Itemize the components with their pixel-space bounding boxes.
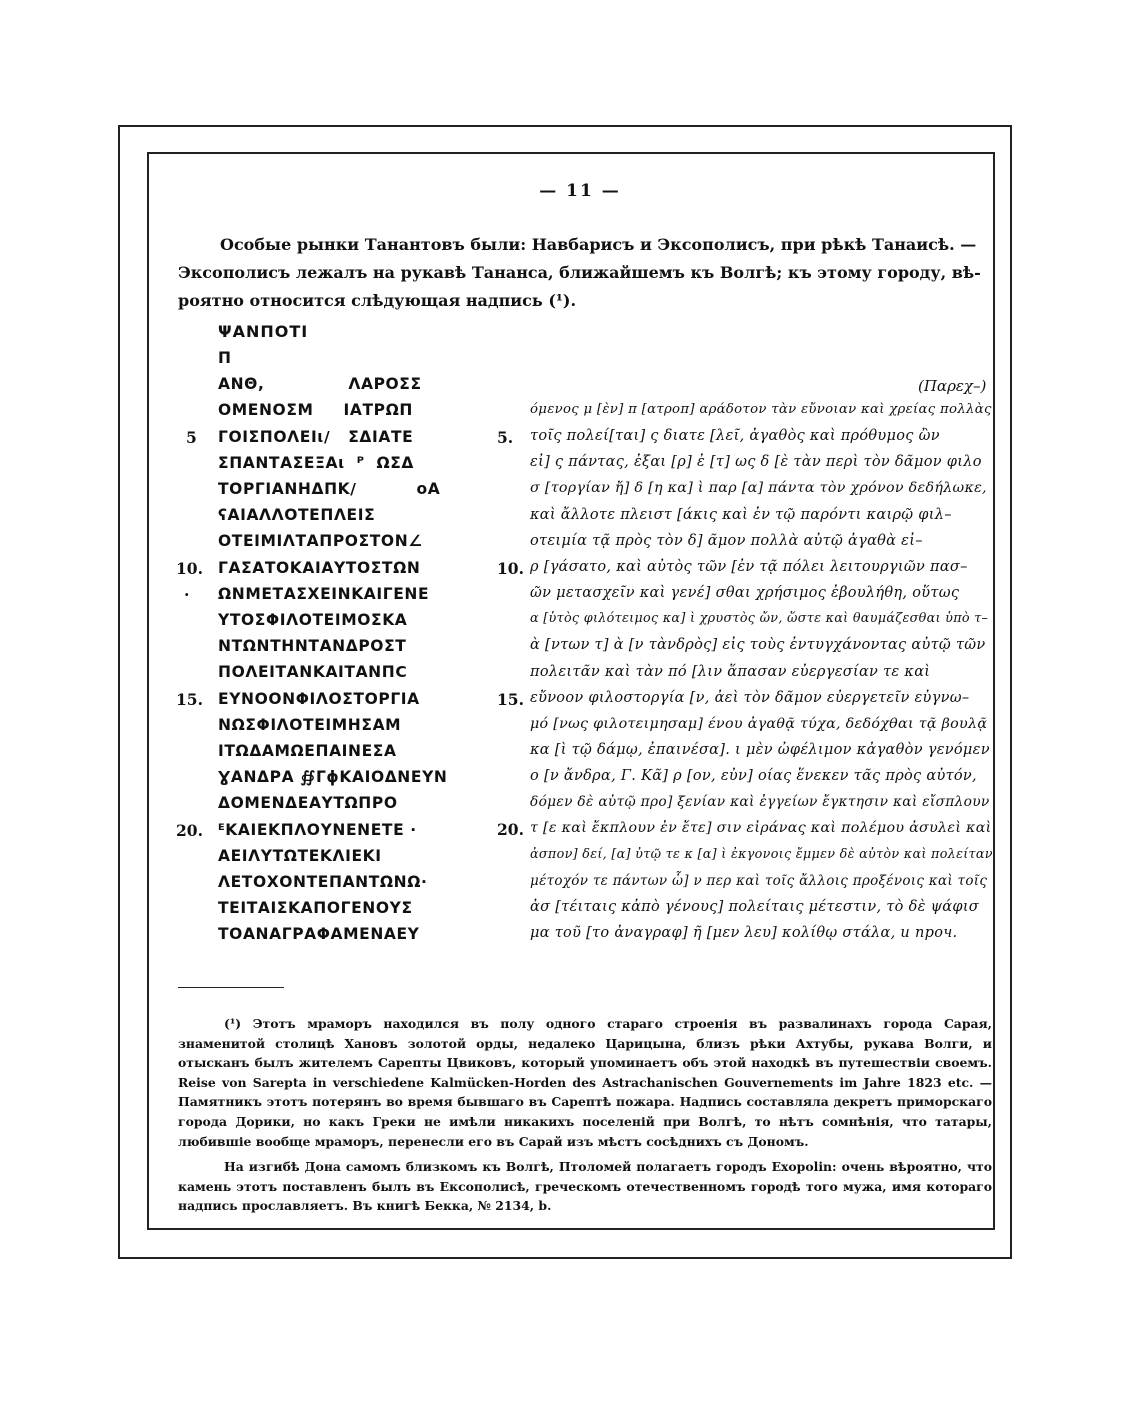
transcription-line: ῶν μετασχεῖν καὶ γενέ] σθαι χρήσιμος ἐβουλήθη, οὕτως (530, 585, 960, 602)
uncial-line: ʕΑΙΑΛΛΟΤΕΠΛΕΙΣ (218, 506, 376, 525)
uncial-line-number: · (184, 584, 190, 604)
transcription-line: ἀσ [τέιταις κἀπὸ γένους] πολείταις μέτεστιν, τὸ δὲ ψάφισ (530, 898, 980, 915)
uncial-line-number: 15. (176, 689, 203, 709)
intro-paragraph (178, 231, 992, 315)
transcription-line: ο [ν ἄνδρα, Γ. Κᾶ] ρ [ον, εὐν] οίας ἕνεκεν τᾶς πρὸς αὐτόν, (530, 768, 977, 785)
intro-line-1: Особые рынки Танантовъ были: Навбарисъ и Эксополисъ, при рѣкѣ Танаисѣ. — (220, 235, 977, 254)
transcription-line: τ [ε καὶ ἔκπλουν ἐν ἔτε] σιν εἰράνας καὶ πολέμου ἀσυλεὶ καὶ (530, 820, 992, 837)
page-number: — 11 — (539, 181, 621, 201)
uncial-line: ΝΩΣΦΙΛΟΤΕΙΜΗΣΑΜ (218, 715, 402, 734)
transcription-line: εὔνοον φιλοστοργία [ν, ἀεὶ τὸν δᾶμον εὐεργετεῖν εὐγνω– (530, 689, 970, 706)
uncial-line: ᴱΚΑΙΕΚΠΛΟΥΝΕΝΕΤΕ · (218, 820, 417, 839)
transcription-line: καὶ ἄλλοτε πλειστ [άκις καὶ ἐν τῷ παρόντι καιρῷ φιλ– (530, 506, 952, 523)
transcription-line: εἰ] ς πάντας, ἐξαι [ρ] ἐ [τ] ως δ [ὲ τὰν περὶ τὸν δᾶμον φιλο (530, 454, 982, 471)
footnotes (178, 1014, 992, 1222)
transcription-line: μα τοῦ [το ἀναγραφ] ῆ [μεν λευ] κολίθῳ στάλα, и проч. (530, 925, 958, 941)
inscription-heading: ΨΑΝΠΟΤΙ (218, 322, 309, 341)
transcription-line: σ [τοργίαν ἤ] δ [η κα] ὶ παρ [α] πάντα τὸν χρόνον δεδήλωκε, (530, 480, 987, 497)
transcription-line: ρ [γάσατο, καὶ αὐτὸς τῶν [ἐν τᾷ πόλει λειτουργιῶν πασ– (530, 558, 968, 575)
intro-line-2: Эксополисъ лежалъ на рукавѣ Тананса, ближайшемъ къ Волгѣ; къ этому городу, вѣ- (178, 263, 981, 282)
transcription-line-number: 5. (497, 428, 514, 448)
transcription-line: μέτοχόν τε πάντων ὧ] ν περ καὶ τοῖς ἄλλοις προξένοις καὶ τοῖς (530, 872, 988, 889)
uncial-line: ΓΟΙΣΠΟΛΕΙι/ ΣΔΙΑΤΕ (218, 427, 414, 446)
transcription-line-number: 20. (497, 820, 524, 840)
uncial-line: ƔΑΝΔΡΑ ∯ΓϕΚΑΙΟΔΝΕΥΝ (218, 768, 448, 787)
uncial-line: ΔΟΜΕΝΔΕΑΥΤΩΠΡΟ (218, 794, 398, 813)
uncial-line-number: 10. (176, 558, 203, 578)
uncial-line: ΙΤΩΔΑΜΩΕΠΑΙΝΕΣΑ (218, 742, 397, 760)
uncial-line: ΕΥΝΟΟΝΦΙΛΟΣΤΟΡΓΙΑ (218, 689, 420, 708)
transcription-line: δόμεν δὲ αὐτῷ προ] ξενίαν καὶ ἐγγείων ἔγκτησιν καὶ εἴσπλουν (530, 794, 990, 811)
transcription-line: α [ὑτὸς φιλότειμος κα] ὶ χρυστὸς ὤν, ὥστε καὶ θαυμάζεσθαι ὑπὸ τ– (530, 611, 989, 627)
uncial-line: ΤΟΑΝΑΓΡΑΦΑΜΕΝΑΕΥ (218, 925, 420, 944)
uncial-line: ΟΜΕΝΟΣΜ ΙΑΤΡΩΠ (218, 401, 413, 420)
uncial-line: ΑΝΘ, ΛΑΡΟΣΣ (218, 375, 422, 394)
footnote-1: (¹) Этотъ мраморъ находился въ полу одного стараго строенія въ развалинахъ города Сарая, знаменитой столицѣ Хановъ золотой орды, недалеко Царицына, близъ рѣки Ахтубы, рукава Волги, и отысканъ былъ жителемъ Сарепты Цвиковъ, который упоминаетъ объ этой находкѣ въ путешествіи своемъ. Reise von Sarepta in verschiedene Kalmücken-Horden des Astrachanischen Gouvernements im Jahre 1823 etc. — Памятникъ этотъ потерянъ во время бывшаго въ Сарептѣ пожара. Надпись составляла декретъ приморскаго города Дорики, но какъ Греки не имѣли никакихъ поселеній при Волгѣ, то нѣтъ сомнѣнія, что татары, любившіе вообще мраморъ, перенесли его въ Сарай изъ мѣстъ сосѣднихъ съ Дономъ. (178, 1016, 992, 1149)
uncial-line: ΓΑΣΑΤΟΚΑΙΑΥΤΟΣΤΩΝ (218, 558, 421, 577)
transcription-line: μό [νως φιλοτειμησαμ] ένου ἀγαθᾷ τύχα, δεδόχθαι τᾷ βουλᾷ (530, 715, 988, 732)
transcription-line: οτειμία τᾷ πρὸς τὸν δ] ᾶμον πολλὰ αὐτῷ ἀγαθὰ εἰ– (530, 532, 923, 549)
transcription-line-number: 10. (497, 558, 524, 578)
transcription-line: τοῖς πολεί[ται] ς διατε [λεῖ, ἀγαθὸς καὶ πρόθυμος ὢν (530, 428, 940, 445)
transcription-line: πολειτᾶν καὶ τὰν πό [λιν ἅπασαν εὐεργεσίαν τε καὶ (530, 663, 931, 680)
uncial-line: ΤΕΙΤΑΙΣΚΑΠΟΓΕΝΟΥΣ (218, 899, 413, 918)
transcription-opening: (Παρεχ–) (918, 377, 987, 395)
uncial-line: Π (218, 349, 232, 367)
uncial-line-number: 5 (186, 427, 197, 447)
footnote-2: На изгибѣ Дона самомъ близкомъ къ Волгѣ, Птоломей полагаетъ городъ Exopolin: очень вѣроятно, что камень этотъ поставленъ былъ въ Ексополисѣ, греческомъ отечественномъ городѣ того мужа, имя котораго надпись прославляетъ. Въ книгѣ Бекка, № 2134, b. (178, 1159, 992, 1214)
transcription-line: κα [ὶ τῷ δάμῳ, ἐπαινέσα]. ι μὲν ὠφέλιμον κἀγαθὸν γενόμεν (530, 741, 990, 758)
transcription-line: ἀσπον] δεί, [α] ὐτῷ τε κ [α] ὶ ἐκγονοις ἔμμεν δὲ αὐτὸν καὶ πολείταν (530, 846, 993, 862)
intro-line-3: роятно относится слѣдующая надпись (¹). (178, 291, 577, 310)
uncial-line: ΠΟΛΕΙΤΑΝΚΑΙΤΑΝΠC (218, 663, 408, 682)
uncial-line: ΑΕΙΛΥΤΩΤΕΚΛΙΕΚΙ (218, 846, 382, 865)
uncial-line-number: 20. (176, 820, 203, 840)
transcription-line: όμενος μ [ὲν] π [ατροπ] αράδοτον τὰν εὔνοιαν καὶ χρείας πολλὰς (530, 402, 992, 417)
uncial-line: ΝΤΩΝΤΗΝΤΑΝΔΡΟΣΤ (218, 637, 407, 656)
uncial-line: ΤΟΡΓΙΑΝΗΔΠΚ/ οΑ (218, 480, 441, 498)
transcription-line-number: 15. (497, 689, 524, 709)
footnote-separator (178, 987, 284, 988)
uncial-line: ΩΝΜΕΤΑΣΧΕΙΝΚΑΙΓΕΝΕ (218, 584, 430, 603)
uncial-line: ΟΤΕΙΜΙΛΤΑΠΡΟΣΤΟΝ∠ (218, 532, 423, 551)
uncial-line: ΥΤΟΣΦΙΛΟΤΕΙΜΟΣΚΑ (218, 611, 408, 629)
uncial-line: ΣΠΑΝΤΑΣΕΞΑι ᴾ ΩΣΔ (218, 453, 414, 472)
uncial-line: ΛΕΤΟΧΟΝΤΕΠΑΝΤΩΝΩ· (218, 873, 428, 891)
transcription-line: ὰ [ντων τ] ὰ [ν τὰνδρὸς] εἰς τοὺς ἐντυγχάνοντας αὐτῷ τῶν (530, 637, 986, 654)
